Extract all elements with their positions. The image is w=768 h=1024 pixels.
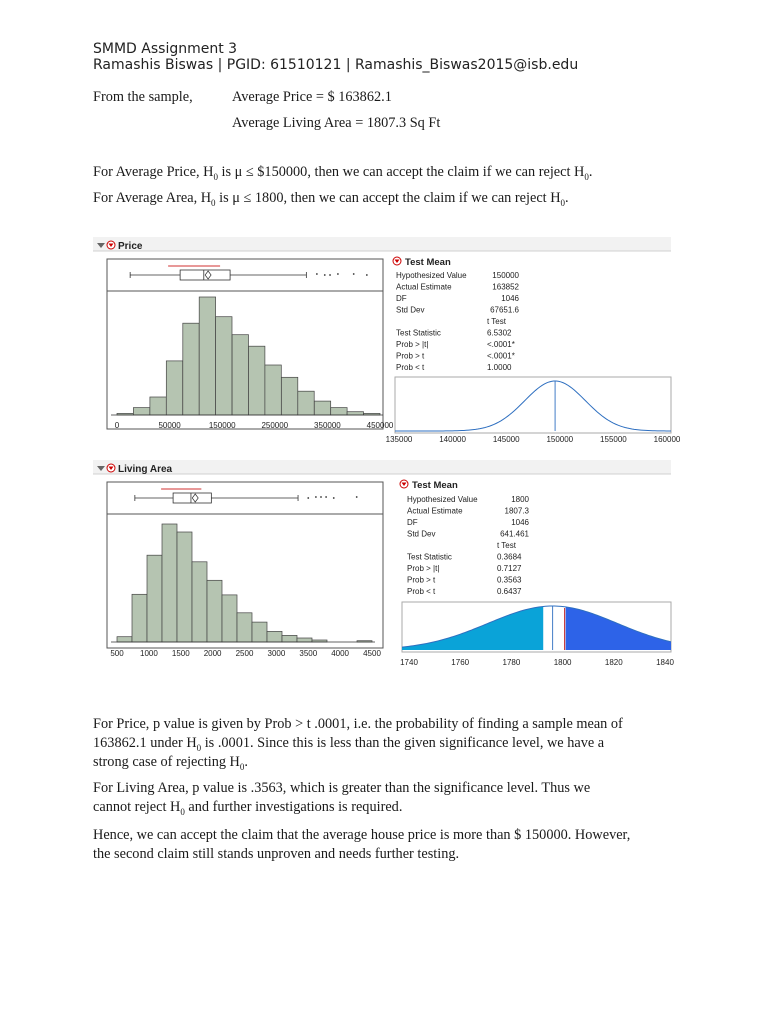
histogram-tick-label: 1500 <box>171 649 190 658</box>
box-plot-outlier <box>356 496 358 498</box>
stat-value: 1046 <box>501 294 519 303</box>
intro-lead: From the sample, <box>93 89 193 105</box>
histogram-bar <box>331 408 347 415</box>
panel-title: Living Area <box>118 464 173 475</box>
conclusion-area-line-1: For Living Area, p value is .3563, which is greater than the significance level. Thus we <box>93 780 591 796</box>
histogram-tick-label: 4000 <box>331 649 349 658</box>
ttest-label: Prob > t <box>396 351 425 361</box>
histogram-bar <box>150 397 166 415</box>
histogram-bar <box>249 346 265 415</box>
ttest-label: Prob > |t| <box>407 564 440 573</box>
price-panel <box>93 237 681 457</box>
distribution-tick-label: 160000 <box>653 435 681 444</box>
histogram-bar <box>267 631 282 642</box>
distribution-tick-label: 140000 <box>439 435 466 444</box>
test-mean-title: Test Mean <box>412 480 458 491</box>
histogram-tick-label: 1000 <box>140 649 158 658</box>
box-plot-outlier <box>324 274 326 276</box>
document-title: SMMD Assignment 3 <box>93 41 238 57</box>
histogram-tick-label: 2500 <box>235 649 254 658</box>
stat-label: DF <box>396 294 407 303</box>
histogram-bar <box>177 532 192 642</box>
distribution-tick-label: 1820 <box>604 658 623 667</box>
stat-value: 150000 <box>492 271 519 280</box>
histogram-tick-label: 2000 <box>203 649 222 658</box>
living-area-panel-graphic <box>93 460 674 680</box>
ttest-label: Prob > |t| <box>396 340 429 349</box>
ttest-header: t Test <box>487 317 506 326</box>
test-mean-title: Test Mean <box>405 257 451 268</box>
histogram-bar <box>207 580 222 642</box>
box-plot-outlier <box>366 274 368 276</box>
histogram-bar <box>147 555 162 642</box>
distribution-tick-label: 1840 <box>656 658 674 667</box>
final-conclusion-line-1: Hence, we can accept the claim that the average house price is more than $ 150000. However, <box>93 827 631 843</box>
histogram-tick-label: 500 <box>110 649 124 658</box>
histogram-bar <box>232 335 248 415</box>
histogram-tick-label: 150000 <box>208 421 236 430</box>
ttest-value: 0.6437 <box>497 587 522 596</box>
ttest-value: 1.0000 <box>487 363 512 372</box>
conclusion-price-line-1: For Price, p value is given by Prob > t .0001, i.e. the probability of finding a sample mean of <box>93 716 623 732</box>
histogram-bar <box>314 401 330 415</box>
histogram-bar <box>132 594 147 642</box>
histogram-tick-label: 450000 <box>366 421 394 430</box>
stat-value: 67651.6 <box>490 305 519 315</box>
histogram-tick-label: 3000 <box>267 649 286 658</box>
conclusion-area-line-2: cannot reject $H_0$ and further investigations is required. <box>93 799 403 817</box>
histogram-bar <box>222 595 237 642</box>
histogram-tick-label: 50000 <box>158 421 181 430</box>
stat-value: 641.461 <box>500 529 529 539</box>
ttest-label: Prob < t <box>407 587 436 596</box>
histogram-bar <box>282 635 297 642</box>
histogram-bar <box>265 365 281 415</box>
stat-label: Hypothesized Value <box>407 495 478 504</box>
living-area-panel <box>93 460 674 680</box>
histogram-bar <box>192 562 207 642</box>
stat-value: 1800 <box>511 495 529 504</box>
author-line: Ramashis Biswas | PGID: 61510121 | Ramashis_Biswas2015@isb.edu <box>93 57 579 73</box>
stat-label: Hypothesized Value <box>396 271 467 280</box>
ttest-label: Prob < t <box>396 363 425 372</box>
stat-label: Actual Estimate <box>407 506 463 516</box>
box-plot-outlier <box>307 497 309 499</box>
distribution-tick-label: 1800 <box>553 658 572 667</box>
ttest-value: <.0001* <box>487 351 515 361</box>
ttest-header: t Test <box>497 541 516 550</box>
histogram-tick-label: 4500 <box>363 649 381 658</box>
box-plot-outlier <box>316 273 318 275</box>
avg-price-line: Average Price = $ 163862.1 <box>232 89 392 105</box>
box-plot-outlier <box>320 496 322 498</box>
distribution-tick-label: 1780 <box>502 658 521 667</box>
box-plot-outlier <box>329 274 331 276</box>
conclusion-price-line-2: 163862.1 under $H_0$ is .0001. Since this is less than the given significance level, we have a <box>93 735 605 753</box>
conclusion-price-line-3: strong case of rejecting $H_0$. <box>93 754 248 772</box>
ttest-value: 0.7127 <box>497 564 522 573</box>
ttest-label: Test Statistic <box>407 552 452 562</box>
ttest-value: 0.3684 <box>497 552 522 562</box>
histogram-bar <box>281 377 297 415</box>
avg-area-line: Average Living Area = 1807.3 Sq Ft <box>232 115 441 131</box>
box-plot-outlier <box>353 273 355 275</box>
distribution-tick-label: 1760 <box>451 658 470 667</box>
stat-value: 1807.3 <box>504 506 529 516</box>
histogram-bar <box>252 622 267 642</box>
stat-label: Actual Estimate <box>396 282 452 292</box>
stat-label: Std Dev <box>396 305 425 315</box>
histogram-bar <box>347 412 363 415</box>
ttest-value: <.0001* <box>487 340 515 349</box>
distribution-tick-label: 145000 <box>492 435 520 444</box>
hypothesis-price: For Average Price, $H_0$ is μ ≤ $150000, then we can accept the claim if we can reject $H_0$. <box>93 164 593 182</box>
histogram-tick-label: 0 <box>114 421 120 430</box>
distribution-tick-label: 150000 <box>546 435 574 444</box>
histogram-bar <box>199 297 215 415</box>
stat-label: DF <box>407 518 418 527</box>
distribution-tick-label: 1740 <box>400 658 418 667</box>
final-conclusion-line-2: the second claim still stands unproven and needs further testing. <box>93 846 460 862</box>
histogram-bar <box>298 391 314 415</box>
panel-title: Price <box>118 241 143 252</box>
histogram-bar <box>162 524 177 642</box>
box-plot-outlier <box>333 497 335 499</box>
box-plot-outlier <box>315 496 317 498</box>
box-plot-outlier <box>337 273 339 275</box>
histogram-tick-label: 350000 <box>314 421 341 430</box>
histogram-bar <box>216 317 232 415</box>
histogram-bar <box>183 323 199 415</box>
stat-value: 1046 <box>511 518 529 527</box>
price-panel-graphic <box>93 237 681 457</box>
ttest-value: 6.5302 <box>487 328 512 338</box>
ttest-label: Test Statistic <box>396 328 441 338</box>
ttest-label: Prob > t <box>407 575 436 585</box>
histogram-tick-label: 250000 <box>261 421 289 430</box>
hypothesis-area: For Average Area, $H_0$ is μ ≤ 1800, then we can accept the claim if we can reject $H_0$. <box>93 190 569 208</box>
distribution-tick-label: 155000 <box>600 435 627 444</box>
box-plot-outlier <box>325 496 327 498</box>
histogram-bar <box>133 408 149 415</box>
stat-label: Std Dev <box>407 529 436 539</box>
histogram-bar <box>166 361 182 415</box>
distribution-tick-label: 135000 <box>385 435 413 444</box>
histogram-bar <box>117 637 132 642</box>
stat-value: 163852 <box>492 282 519 292</box>
histogram-bar <box>297 638 312 642</box>
histogram-tick-label: 3500 <box>299 649 318 658</box>
ttest-value: 0.3563 <box>497 575 522 585</box>
histogram-bar <box>237 613 252 642</box>
